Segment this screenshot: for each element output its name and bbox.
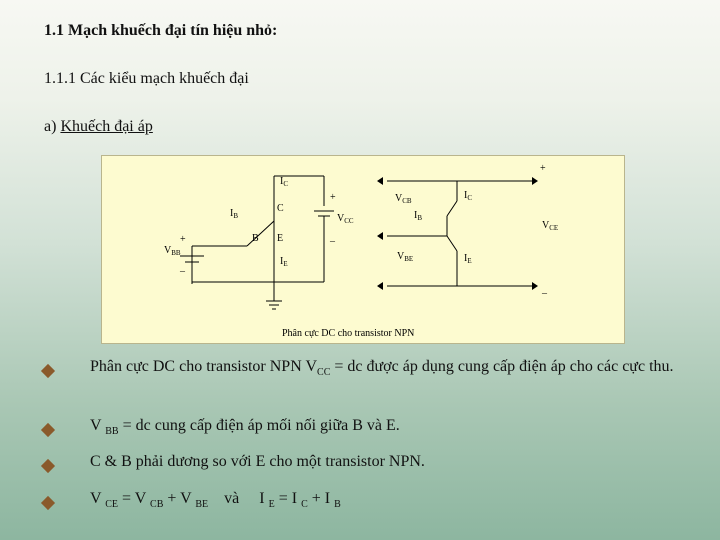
label-c: C bbox=[277, 203, 284, 214]
label-ib-right: $I_B$ bbox=[414, 210, 423, 222]
section-title: Khuếch đại áp bbox=[60, 118, 153, 135]
label-e: E bbox=[277, 233, 284, 244]
page-title: 1.1 Mạch khuếch đại tín hiệu nhỏ: bbox=[44, 22, 278, 39]
terminal-arrow bbox=[377, 232, 383, 240]
terminal-arrow bbox=[377, 177, 383, 185]
section-prefix: a) bbox=[44, 118, 61, 135]
label-ic: $I_C$ bbox=[280, 176, 289, 188]
figure-caption: Phân cực DC cho transistor NPN bbox=[282, 328, 415, 339]
section-label bbox=[44, 118, 153, 136]
bullet-diamond bbox=[41, 364, 55, 378]
label-ic-right: $I_C$ bbox=[464, 190, 473, 202]
terminal-arrow bbox=[377, 282, 383, 290]
label-vce: $V_{CE}$ bbox=[542, 220, 559, 232]
label-plus: + bbox=[540, 163, 546, 174]
label-plus: + bbox=[330, 192, 336, 203]
bullet-text: V $_{CE}$ = V $_{CB}$ + V $_{BE}$ và I $_E$ = I $_C$ + I $_B$ bbox=[90, 490, 341, 511]
bullet-diamond bbox=[41, 496, 55, 510]
circuit-labels bbox=[164, 163, 558, 339]
bullet-diamond bbox=[41, 423, 55, 437]
section-subheading: 1.1.1 Các kiểu mạch khuếch đại bbox=[44, 70, 249, 87]
label-vcc: $V_{CC}$ bbox=[337, 213, 354, 225]
label-plus: + bbox=[180, 234, 186, 245]
wire bbox=[447, 201, 457, 216]
bullet-text: V $_{BB}$ = dc cung cấp điện áp mối nối giữa B và E. bbox=[90, 417, 400, 438]
terminal-arrow bbox=[532, 282, 538, 290]
label-minus: – bbox=[180, 266, 185, 277]
circuit-diagram bbox=[102, 156, 624, 343]
label-ib: $I_B$ bbox=[230, 208, 239, 220]
label-ie: $I_E$ bbox=[280, 256, 288, 268]
label-minus: – bbox=[330, 236, 335, 247]
circuit-figure bbox=[101, 155, 625, 344]
label-vbb: $V_{BB}$ bbox=[164, 245, 181, 257]
label-vcb: $V_{CB}$ bbox=[395, 193, 412, 205]
label-vbe: $V_{BE}$ bbox=[397, 251, 414, 263]
terminal-arrow bbox=[532, 177, 538, 185]
label-minus: – bbox=[542, 288, 547, 299]
bullet-diamond bbox=[41, 459, 55, 473]
bullet-text: Phân cực DC cho transistor NPN $V_{CC}$ = dc được áp dụng cung cấp điện áp cho các cực thu. bbox=[90, 358, 674, 379]
circuit-wires bbox=[180, 176, 532, 309]
label-b: B bbox=[252, 233, 259, 244]
bullet-text: C & B phải dương so với E cho một transistor NPN. bbox=[90, 453, 425, 470]
label-ie-right: $I_E$ bbox=[464, 253, 472, 265]
wire bbox=[447, 236, 457, 251]
